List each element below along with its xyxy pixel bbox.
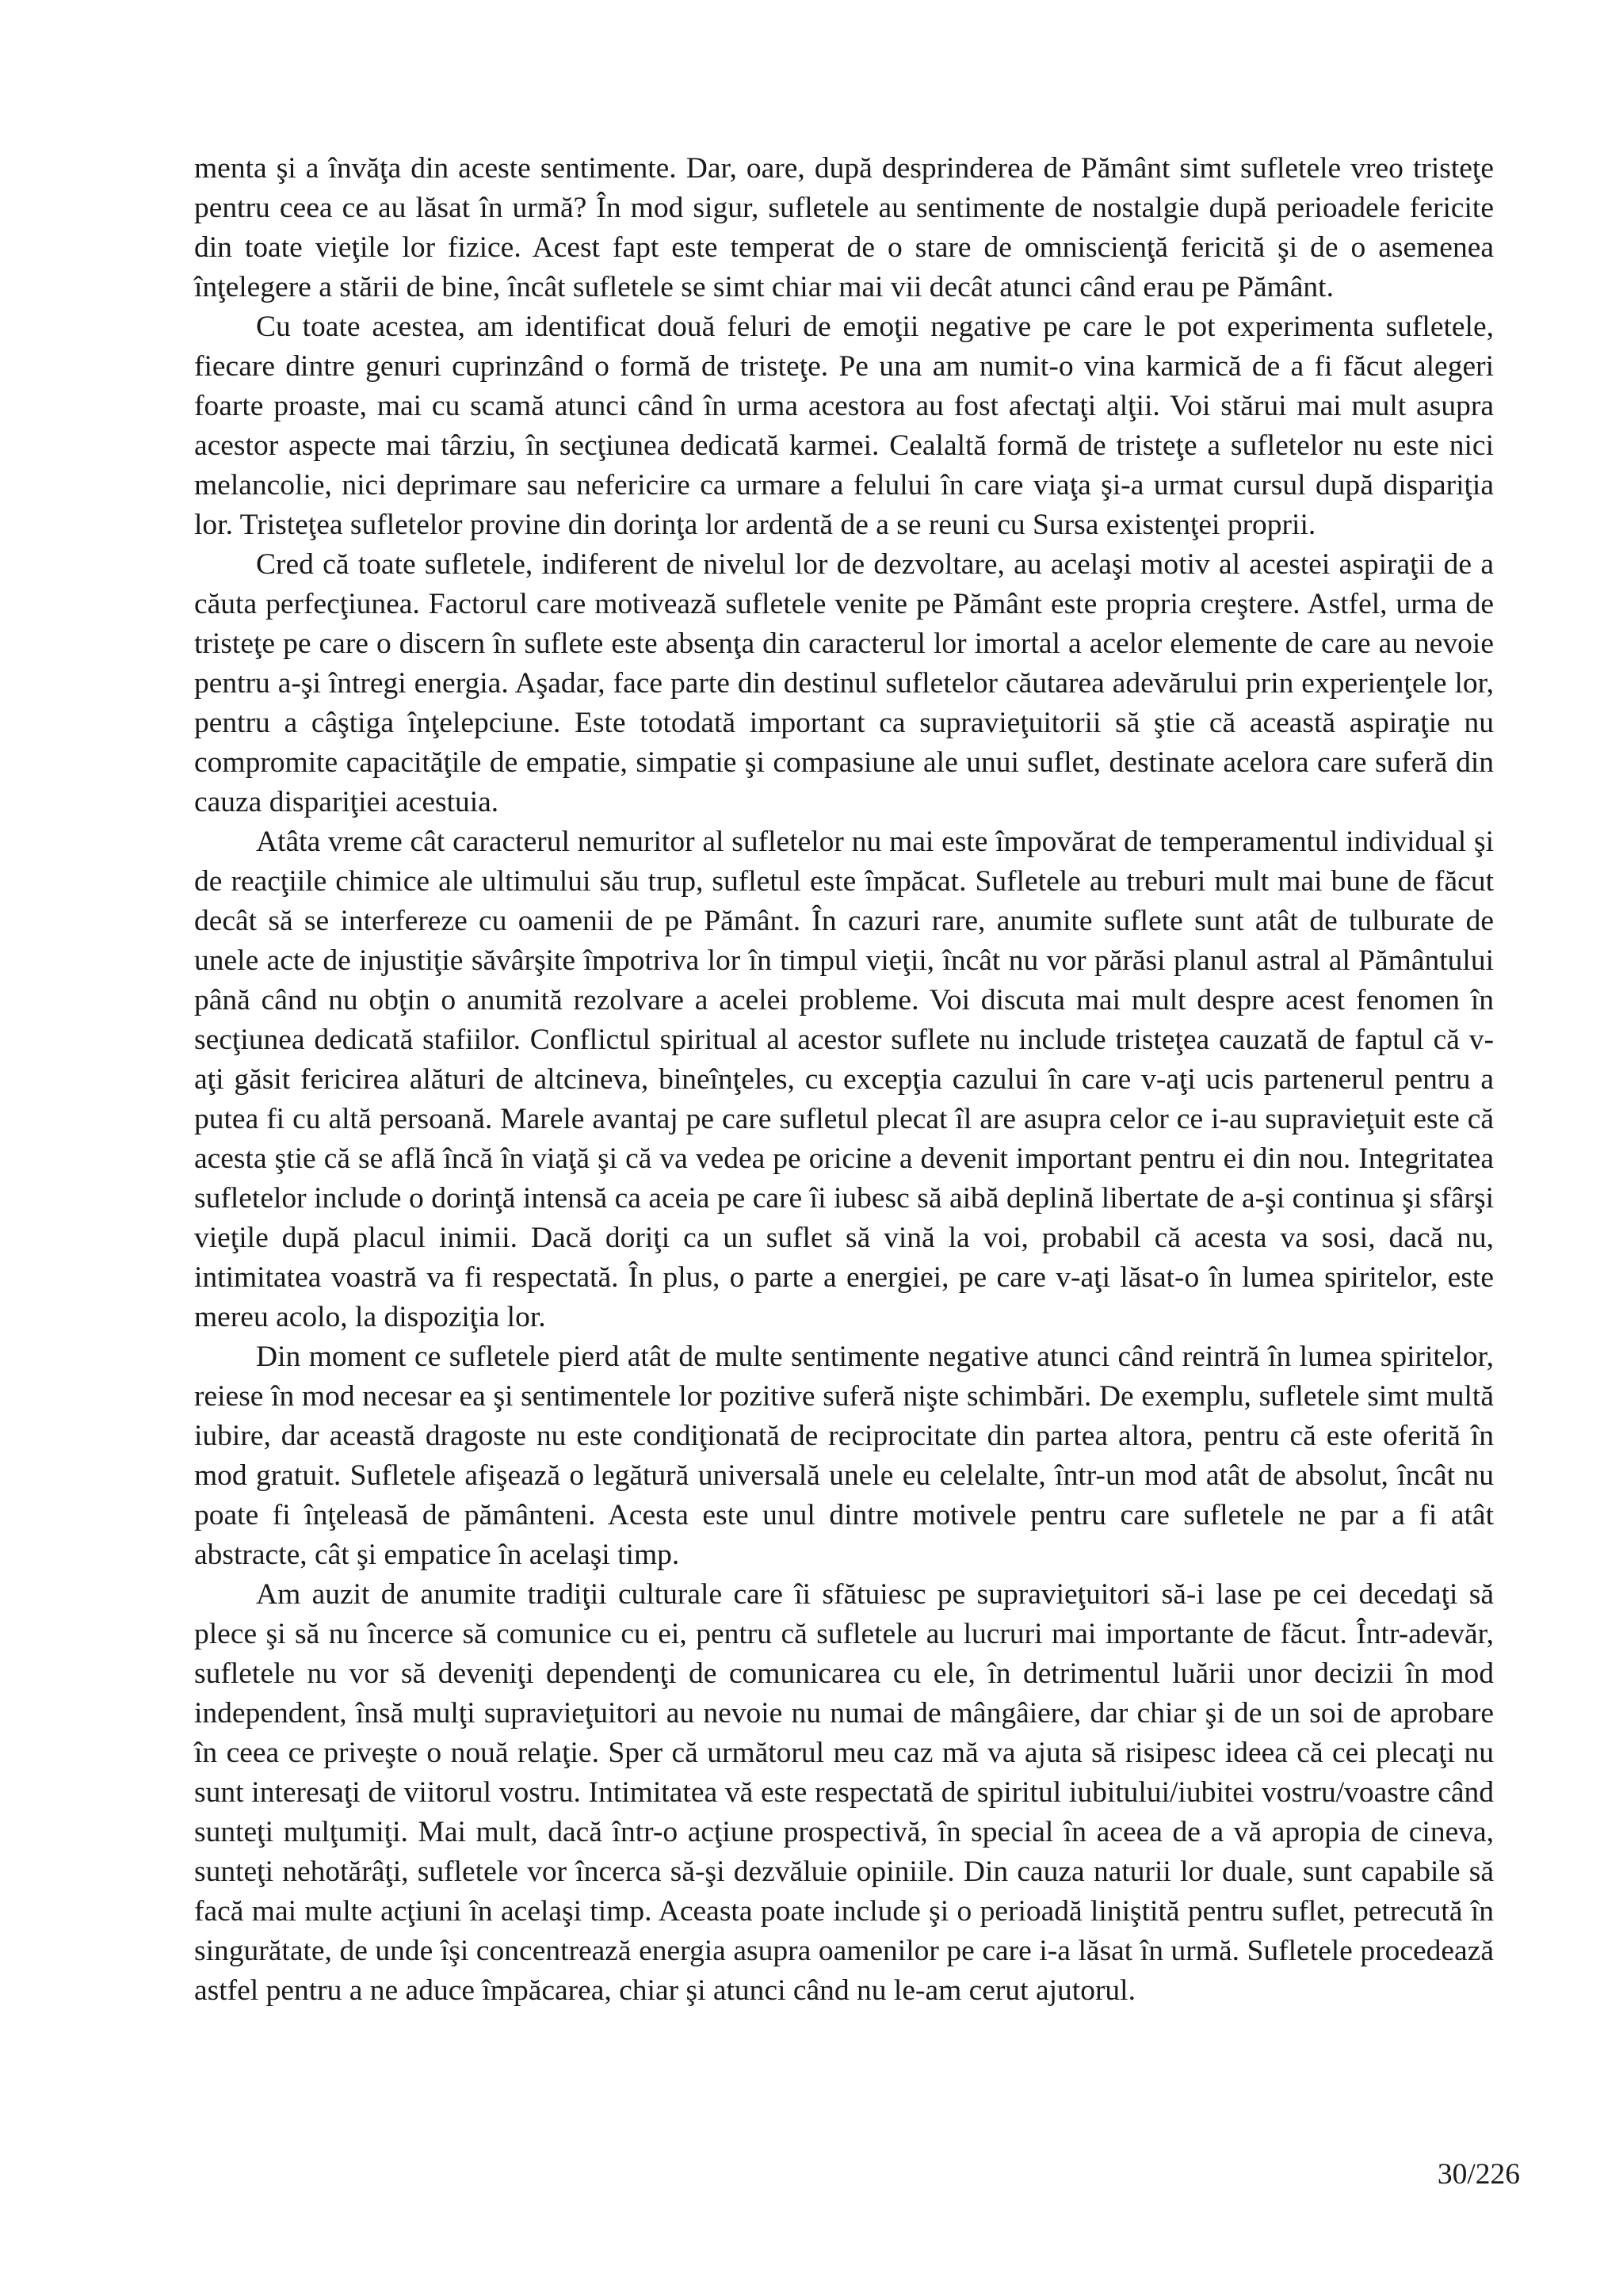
paragraph-4: Atâta vreme cât caracterul nemuritor al sufletelor nu mai este împovărat de temperamentul individual şi de reacţiile chimice ale ultimului său trup, sufletul este împăcat. Sufletele au treburi mult mai bune de făcut decât să se interfereze cu oamenii de pe Pământ. În cazuri rare, anumite suflete sunt atât de tulburate de unele acte de injustiţie săvârşite împotriva lor în timpul vieţii, încât nu vor părăsi planul astral al Pământului până când nu obţin o anumită rezolvare a acelei probleme. Voi discuta mai mult despre acest fenomen în secţiunea dedicată stafiilor. Conflictul spiritual al acestor suflete nu include tristeţea cauzată de faptul că v-aţi găsit fericirea alături de altcineva, bineînţeles, cu excepţia cazului în care v-aţi ucis partenerul pentru a putea fi cu altă persoană. Marele avantaj pe care sufletul plecat îl are asupra celor ce i-au supravieţuit este că acesta ştie că se află încă în viaţă şi că va vedea pe oricine a devenit important pentru ei din nou. Integritatea sufletelor include o dorinţă intensă ca aceia pe care îi iubesc să aibă deplină libertate de a-şi continua şi sfârşi vieţile după placul inimii. Dacă doriţi ca un suflet să vină la voi, probabil că acesta va sosi, dacă nu, intimitatea voastră va fi respectată. În plus, o parte a energiei, pe care v-aţi lăsat-o în lumea spiritelor, este mereu acolo, la dispoziţia lor. <box>194 826 1494 1333</box>
paragraph-3: Cred că toate sufletele, indiferent de nivelul lor de dezvoltare, au acelaşi motiv al acestei aspiraţii de a căuta perfecţiunea. Factorul care motivează sufletele venite pe Pământ este propria creştere. Astfel, urma de tristeţe pe care o discern în suflete este absenţa din caracterul lor imortal a acelor elemente de care au nevoie pentru a-şi întregi energia. Aşadar, face parte din destinul sufletelor căutarea adevărului prin experienţele lor, pentru a câştiga înţelepciune. Este totodată important ca supravieţuitorii să ştie că această aspiraţie nu compromite capacităţile de empatie, simpatie şi compasiune ale unui suflet, destinate acelora care suferă din cauza dispariţiei acestuia. <box>194 548 1494 818</box>
paragraph-6: Am auzit de anumite tradiţii culturale care îi sfătuiesc pe supravieţuitori să-i lase pe cei decedaţi să plece şi să nu încerce să comunice cu ei, pentru că sufletele au lucruri mai importante de făcut. Într-adevăr, sufletele nu vor să deveniţi dependenţi de comunicarea cu ele, în detrimentul luării unor decizii în mod independent, însă mulţi supravieţuitori au nevoie nu numai de mângâiere, dar chiar şi de un soi de aprobare în ceea ce priveşte o nouă relaţie. Sper că următorul meu caz mă va ajuta să risipesc ideea că cei plecaţi nu sunt interesaţi de viitorul vostru. Intimitatea vă este respectată de spiritul iubitului/iubitei vostru/voastre când sunteţi mulţumiţi. Mai mult, dacă într-o acţiune prospectivă, în special în aceea de a vă apropia de cineva, sunteţi nehotărâţi, sufletele vor încerca să-şi dezvăluie opiniile. Din cauza naturii lor duale, sunt capabile să facă mai multe acţiuni în acelaşi timp. Aceasta poate include şi o perioadă liniştită pentru suflet, petrecută în singurătate, de unde îşi concentrează energia asupra oamenilor pe care i-a lăsat în urmă. Sufletele procedează astfel pentru a ne aduce împăcarea, chiar şi atunci când nu le-am cerut ajutorul. <box>194 1578 1494 2007</box>
paragraph-5: Din moment ce sufletele pierd atât de multe sentimente negative atunci când reintră în lumea spiritelor, reiese în mod necesar ea şi sentimentele lor pozitive suferă nişte schimbări. De exemplu, sufletele simt multă iubire, dar această dragoste nu este condiţionată de reciprocitate din partea altora, pentru că este oferită în mod gratuit. Sufletele afişează o legătură universală unele eu celelalte, într-un mod atât de absolut, încât nu poate fi înţeleasă de pământeni. Acesta este unul dintre motivele pentru care sufletele ne par a fi atât abstracte, cât şi empatice în acelaşi timp. <box>194 1341 1494 1571</box>
paragraph-2: Cu toate acestea, am identificat două feluri de emoţii negative pe care le pot experimenta sufletele, fiecare dintre genuri cuprinzând o formă de tristeţe. Pe una am numit-o vina karmică de a fi făcut alegeri foarte proaste, mai cu scamă atunci când în urma acestora au fost afectaţi alţii. Voi stărui mai mult asupra acestor aspecte mai târziu, în secţiunea dedicată karmei. Cealaltă formă de tristeţe a sufletelor nu este nici melancolie, nici deprimare sau nefericire ca urmare a felului în care viaţa şi-a urmat cursul după dispariţia lor. Tristeţea sufletelor provine din dorinţa lor ardentă de a se reuni cu Sursa existenţei proprii. <box>194 311 1494 541</box>
page-number: 30/226 <box>1437 2158 1520 2191</box>
page-body <box>194 149 1494 2011</box>
paragraph-1: menta şi a învăţa din aceste sentimente. Dar, oare, după desprinderea de Pământ simt sufletele vreo tristeţe pentru ceea ce au lăsat în urmă? În mod sigur, sufletele au sentimente de nostalgie după perioadele fericite din toate vieţile lor fizice. Acest fapt este temperat de o stare de omniscienţă fericită şi de o asemenea înţelegere a stării de bine, încât sufletele se simt chiar mai vii decât atunci când erau pe Pământ. <box>194 152 1494 303</box>
